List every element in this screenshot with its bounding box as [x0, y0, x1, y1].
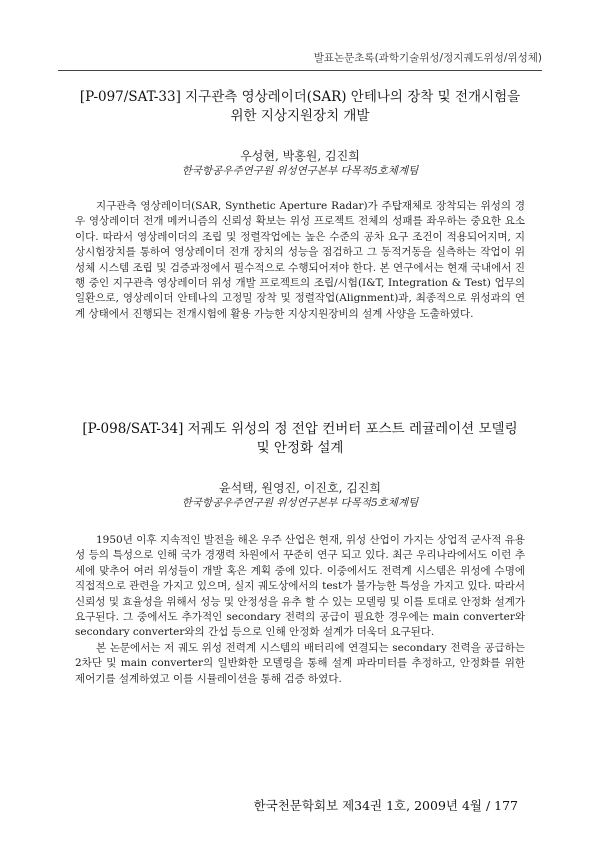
page-footer: 한국천문학회보 제34권 1호, 2009년 4월 / 177 [253, 798, 518, 813]
abstract-authors: 우성현, 박홍원, 김진희 [240, 149, 360, 163]
abstract-title: [P-097/SAT-33] 지구관측 영상레이더(SAR) 안테나의 장착 및 전개시험을 위한 지상지원장치 개발 [79, 89, 521, 124]
abstract-title: [P-098/SAT-34] 저궤도 위성의 정 전압 컨버터 포스트 레귤레이션 모델링 및 안정화 설계 [82, 421, 518, 456]
abstract-paragraph: 1950년 이후 지속적인 발전을 해온 우주 산업은 현재, 위성 산업이 가지는 상업적 군사적 유용성 등의 특성으로 인해 국가 경쟁력 차원에서 꾸준히 연구 되고 있다. 최근 우리나라에서도 이런 추세에 맞추어 여러 위성들이 개발 혹은 계획 중에 있다. 이중에서도 전력계 시스템은 위성에 수명에 직접적으로 관련을 가지고 있으며, 실지 궤도상에서의 test가 불가능한 특성을 가지고 있다. 따라서 신뢰성 및 효율성을 위해서 성능 및 안정성을 유추 할 수 있는 모델링 및 이를 토대로 안정화 설계가 요구된다. 그 중에서도 추가적인 secondary 전력의 공급이 필요한 경우에는 main converter와 secondary converter와의 간섭 등으로 인해 안정화 설계가 더욱더 요구된다. [75, 534, 525, 639]
abstract-paragraph: 본 논문에서는 저 궤도 위성 전력계 시스템의 배터리에 연결되는 secondary 전력을 공급하는 2차단 및 main converter의 일반화한 모델링을 통해 설계 파라미터를 추정하고, 안정화를 위한 제어기를 설계하였고 이를 시뮬레이션을 통해 검증 하였다. [75, 641, 525, 685]
abstract-paragraph: 지구관측 영상레이더(SAR, Synthetic Aperture Radar)가 주탑재체로 장착되는 위성의 경우 영상레이더 전개 메커니즘의 신뢰성 확보는 위성 프로젝트 전체의 성패를 좌우하는 중요한 요소이다. 따라서 영상레이더의 조립 및 정렬작업에는 높은 수준의 공차 요구 조건이 적용되어지며, 지상시험장치를 통하여 영상레이더 전개 장치의 성능을 점검하고 그 동적거동을 실측하는 작업이 위성체 시스템 조립 및 검증과정에서 필수적으로 수행되어져야 한다. 본 연구에서는 현재 국내에서 진행 중인 지구관측 영상레이더 위성 개발 프로젝트의 조립/시험(I&T, Integration & Test) 업무의 일환으로, 영상레이더 안테나의 고정밀 장착 및 정렬작업(Alignment)과, 최종적으로 위성과의 연계 상태에서 진행되는 전개시험에 활용 가능한 지상지원장비의 설계 사양을 도출하였다. [75, 200, 525, 320]
abstract-body [75, 199, 525, 322]
running-header: 발표논문초록(과학기술위성/정지궤도위성/위성체) [313, 52, 542, 64]
abstract-affiliation: 한국항공우주연구원 위성연구본부 다목적5호체계팀 [181, 165, 419, 177]
abstract-affiliation: 한국항공우주연구원 위성연구본부 다목적5호체계팀 [181, 497, 419, 509]
abstract-authors: 윤석택, 원영진, 이진호, 김진희 [219, 481, 381, 495]
abstract-p097 [75, 88, 525, 322]
abstract-p098 [75, 420, 525, 687]
abstract-body [75, 533, 525, 687]
header-divider [58, 70, 542, 71]
